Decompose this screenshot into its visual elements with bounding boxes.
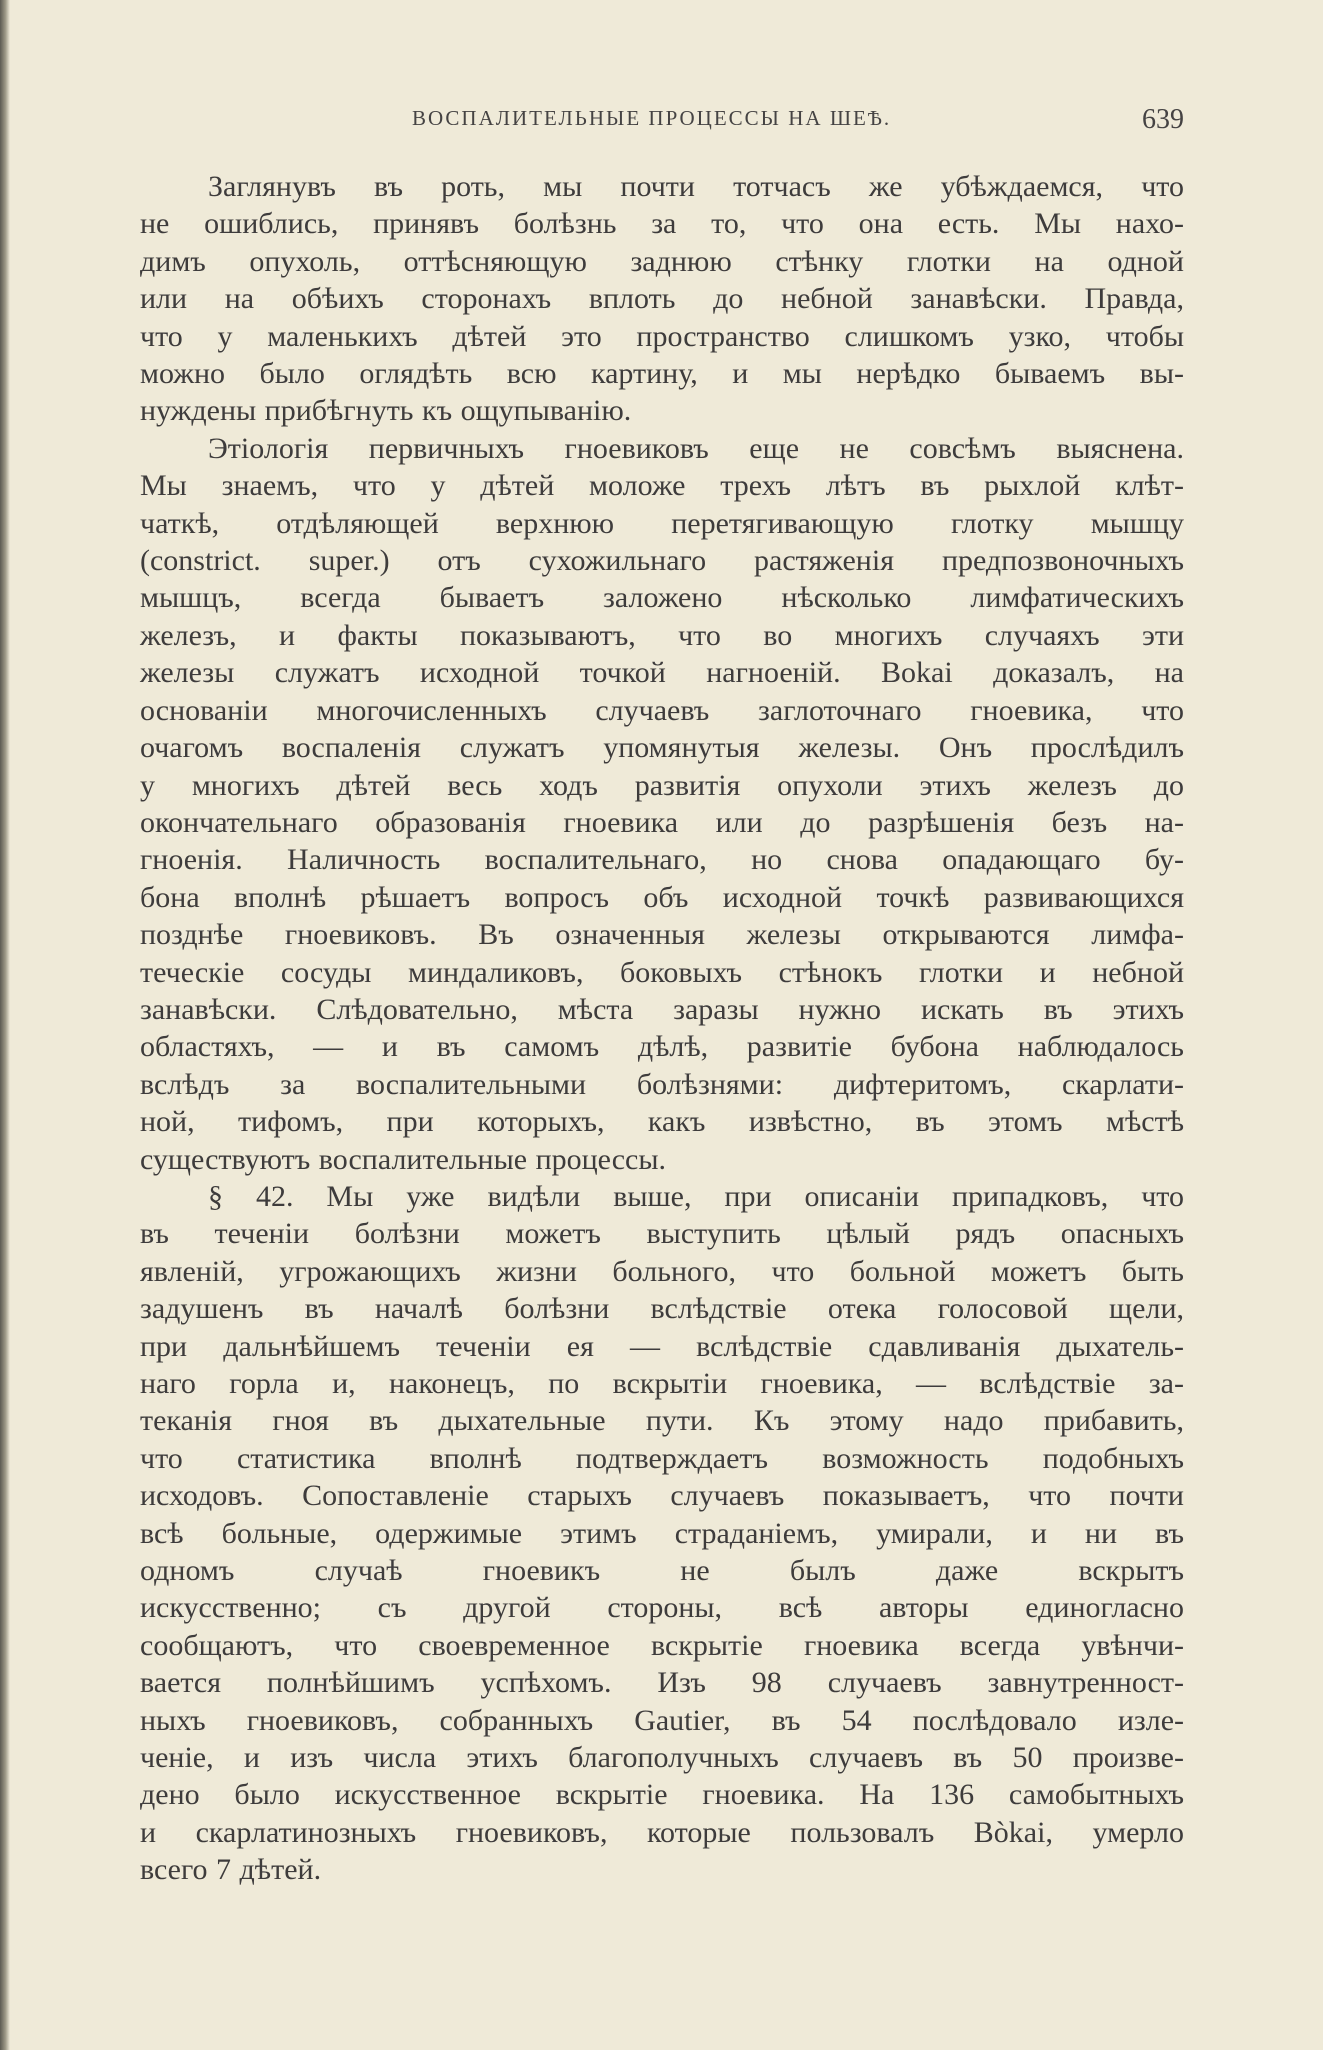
text-line: и скарлатинозныхъ гноевиковъ, которые пользовалъ Bòkai, умерло — [140, 1815, 1184, 1849]
text-line: позднѣе гноевиковъ. Въ означенныя железы открываются лимфа- — [140, 918, 1184, 952]
text-line: теческіе сосуды миндаликовъ, боковыхъ стѣнокъ глотки и небной — [140, 955, 1184, 989]
text-line: областяхъ, — и въ самомъ дѣлѣ, развитіе бубона наблюдалось — [140, 1030, 1184, 1064]
paragraph-section-42 — [140, 1178, 1184, 1889]
text-line: железы служатъ исходной точкой нагноеній. Bokai доказалъ, на — [140, 656, 1184, 690]
text-line: или на обѣихъ сторонахъ вплоть до небной занавѣски. Правда, — [140, 282, 1184, 316]
text-line: нуждены прибѣгнуть къ ощупыванію. — [140, 394, 632, 428]
text-line: исходовъ. Сопоставленіе старыхъ случаевъ показываетъ, что почти — [140, 1479, 1184, 1513]
text-line: § 42. Мы уже видѣли выше, при описаніи припадковъ, что — [208, 1179, 1184, 1213]
text-line: ныхъ гноевиковъ, собранныхъ Gautier, въ 54 послѣдовало изле- — [140, 1703, 1184, 1737]
text-line: теканія гноя въ дыхательные пути. Къ этому надо прибавить, — [140, 1404, 1184, 1438]
text-line: всѣ больные, одержимые этимъ страданіемъ, умирали, и ни въ — [140, 1516, 1184, 1550]
text-line: искусственно; съ другой стороны, всѣ авторы единогласно — [140, 1591, 1184, 1625]
text-line: что у маленькихъ дѣтей это пространство слишкомъ узко, чтобы — [140, 319, 1184, 353]
text-line: (constrict. super.) отъ сухожильнаго растяженія предпозвоночныхъ — [140, 544, 1184, 578]
text-line: сообщаютъ, что своевременное вскрытіе гноевика всегда увѣнчи- — [140, 1628, 1184, 1662]
text-line: железъ, и факты показываютъ, что во многихъ случаяхъ эти — [140, 618, 1184, 652]
text-line: вается полнѣйшимъ успѣхомъ. Изъ 98 случаевъ завнутренност- — [140, 1666, 1184, 1700]
text-line: при дальнѣйшемъ теченіи ея — вслѣдствіе сдавливанія дыхатель- — [140, 1329, 1184, 1363]
text-line: вслѣдъ за воспалительными болѣзнями: дифтеритомъ, скарлати- — [140, 1067, 1184, 1101]
text-line: что статистика вполнѣ подтверждаетъ возможность подобныхъ — [140, 1441, 1184, 1475]
text-line: гноенія. Наличность воспалительнаго, но снова опадающаго бу- — [140, 843, 1184, 877]
text-line: дено было искусственное вскрытіе гноевика. На 136 самобытныхъ — [140, 1778, 1184, 1812]
text-line: мышцъ, всегда бываетъ заложено нѣсколько лимфатическихъ — [140, 581, 1184, 615]
text-line: у многихъ дѣтей весь ходъ развитія опухоли этихъ железъ до — [140, 768, 1184, 802]
page-binding-edge — [0, 0, 10, 2050]
text-line: одномъ случаѣ гноевикъ не былъ даже вскрытъ — [140, 1554, 1184, 1588]
text-line: основаніи многочисленныхъ случаевъ заглоточнаго гноевика, что — [140, 693, 1184, 727]
text-line: существуютъ воспалительные процессы. — [140, 1142, 667, 1176]
text-line: чаткѣ, отдѣляющей верхнюю перетягивающую глотку мышцу — [140, 506, 1184, 540]
paragraph-etiology — [140, 430, 1184, 1178]
text-line: Мы знаемъ, что у дѣтей моложе трехъ лѣтъ въ рыхлой клѣт- — [140, 469, 1184, 503]
text-line: очагомъ воспаленія служатъ упомянутыя железы. Онъ прослѣдилъ — [140, 731, 1184, 765]
text-line: въ теченіи болѣзни можетъ выступить цѣлый рядъ опасныхъ — [140, 1217, 1184, 1251]
text-line: ченіе, и изъ числа этихъ благополучныхъ случаевъ въ 50 произве- — [140, 1741, 1184, 1775]
text-line: Заглянувъ въ роть, мы почти тотчасъ же убѣждаемся, что — [208, 170, 1184, 203]
running-title: ВОСПАЛИТЕЛЬНЫЕ ПРОЦЕССЫ НА ШЕѢ. — [412, 106, 892, 130]
text-line: бона вполнѣ рѣшаетъ вопросъ объ исходной точкѣ развивающихся — [140, 880, 1184, 914]
text-line: Этіологія первичныхъ гноевиковъ еще не совсѣмъ выяснена. — [208, 431, 1184, 465]
paragraph-examination — [140, 168, 1184, 430]
text-line: не ошиблись, принявъ болѣзнь за то, что она есть. Мы нахо- — [140, 207, 1184, 241]
running-head — [140, 104, 1184, 144]
page-number: 639 — [1142, 104, 1184, 135]
text-line: всего 7 дѣтей. — [140, 1853, 322, 1887]
text-line: задушенъ въ началѣ болѣзни вслѣдствіе отека голосовой щели, — [140, 1292, 1184, 1326]
text-line: можно было оглядѣть всю картину, и мы нерѣдко бываемъ вы- — [140, 357, 1184, 391]
text-line: занавѣски. Слѣдовательно, мѣста заразы нужно искать въ этихъ — [140, 992, 1184, 1026]
text-line: димъ опухоль, оттѣсняющую заднюю стѣнку глотки на одной — [140, 244, 1184, 278]
text-line: окончательнаго образованія гноевика или до разрѣшенія безъ на- — [140, 805, 1184, 839]
text-line: явленій, угрожающихъ жизни больного, что больной можетъ быть — [140, 1254, 1184, 1288]
text-line: ной, тифомъ, при которыхъ, какъ извѣстно, въ этомъ мѣстѣ — [140, 1105, 1184, 1139]
text-line: наго горла и, наконецъ, по вскрытіи гноевика, — вслѣдствіе за- — [140, 1367, 1184, 1400]
body-text — [140, 168, 1184, 1889]
